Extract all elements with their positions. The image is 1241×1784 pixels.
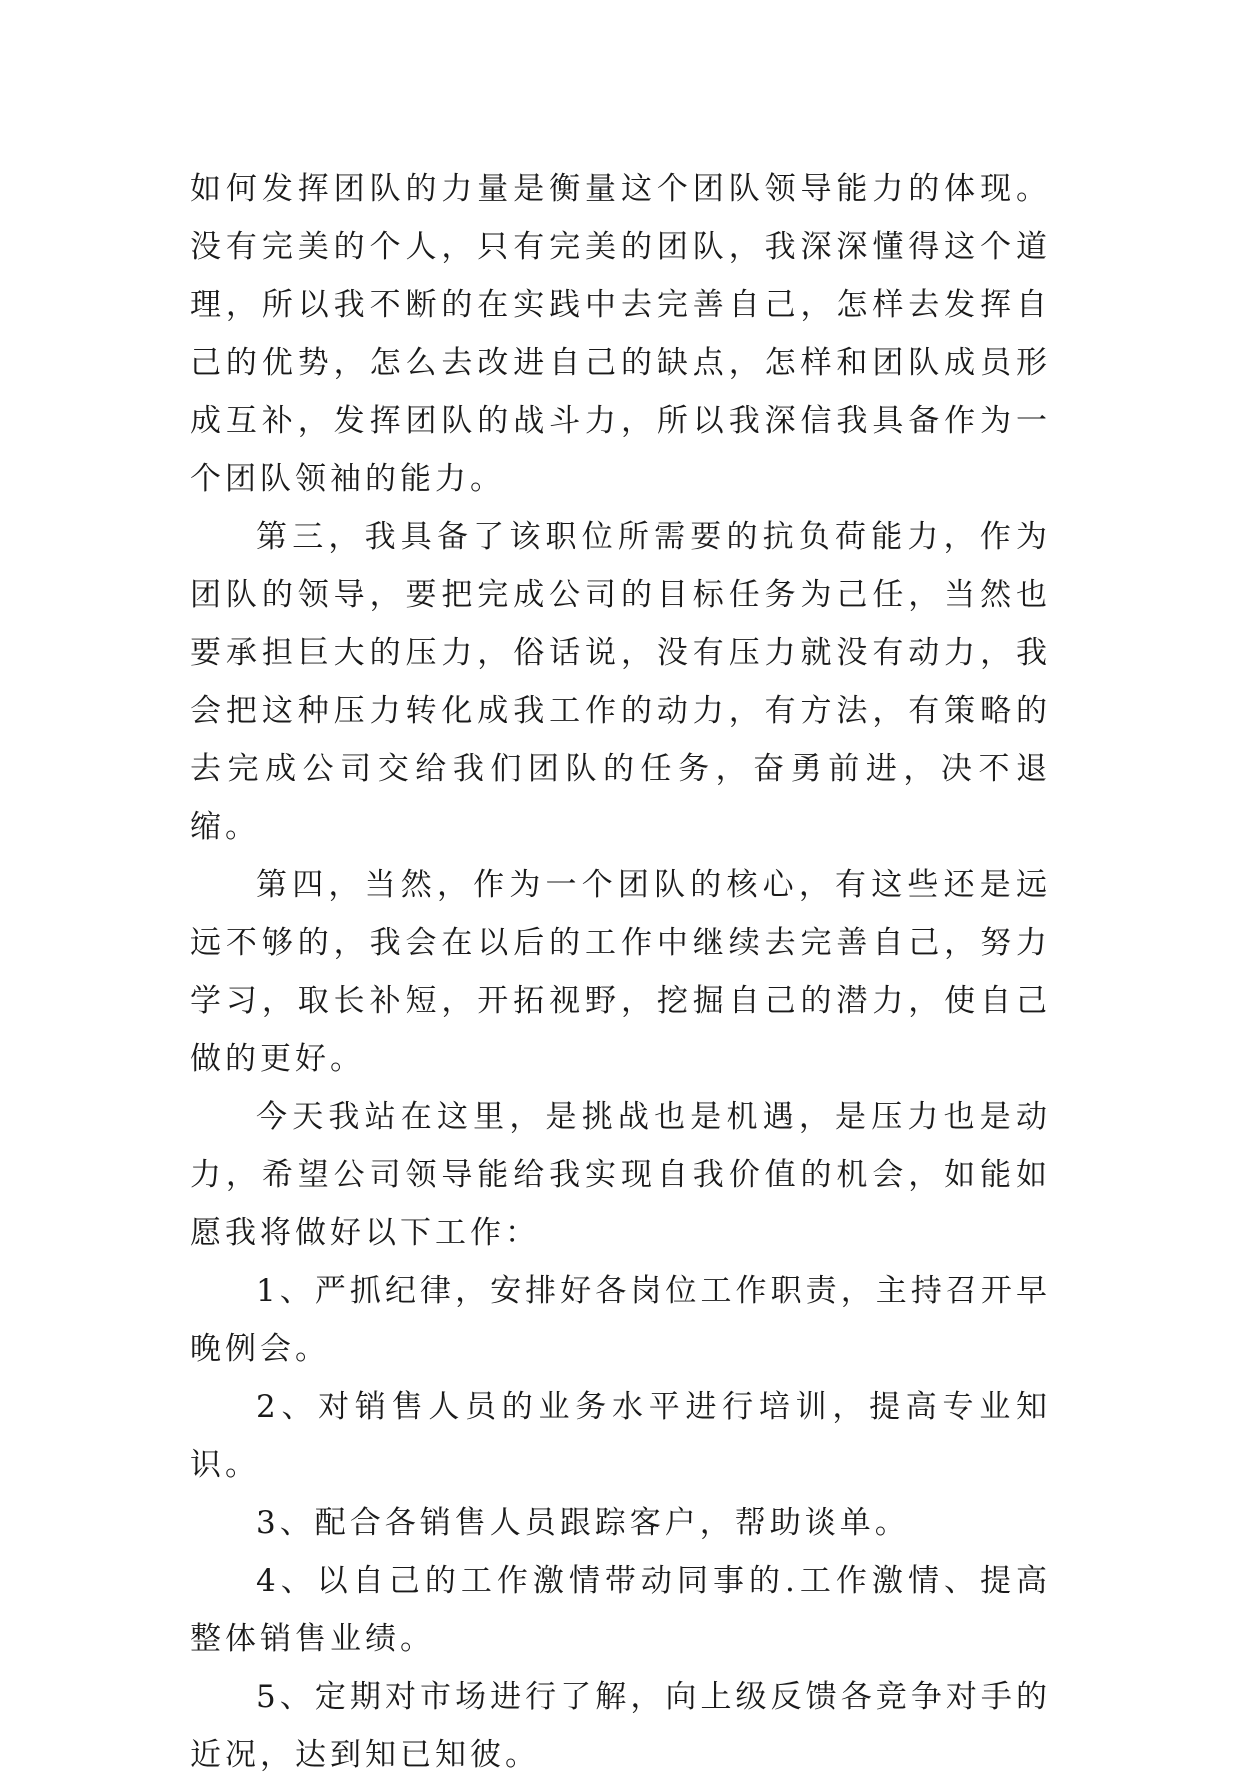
list-item-1: 1、严抓纪律，安排好各岗位工作职责，主持召开早晚例会。 <box>190 1273 1051 1367</box>
document-body <box>190 160 1051 1784</box>
list-item-2: 2、对销售人员的业务水平进行培训，提高专业知识。 <box>190 1389 1051 1483</box>
paragraph-today-statement: 今天我站在这里，是挑战也是机遇，是压力也是动力，希望公司领导能给我实现自我价值的机会，如能如愿我将做好以下工作： <box>190 1099 1051 1251</box>
list-item-4: 4、以自己的工作激情带动同事的.工作激情、提高整体销售业绩。 <box>190 1563 1051 1657</box>
list-item-5: 5、定期对市场进行了解，向上级反馈各竞争对手的近况，达到知已知彼。 <box>190 1679 1051 1773</box>
list-item-3: 3、配合各销售人员跟踪客户，帮助谈单。 <box>256 1505 910 1541</box>
paragraph-fourth-point: 第四，当然，作为一个团队的核心，有这些还是远远不够的，我会在以后的工作中继续去完善自己，努力学习，取长补短，开拓视野，挖掘自己的潜力，使自己做的更好。 <box>190 867 1051 1077</box>
paragraph-third-point: 第三，我具备了该职位所需要的抗负荷能力，作为团队的领导，要把完成公司的目标任务为己任，当然也要承担巨大的压力，俗话说，没有压力就没有动力，我会把这种压力转化成我工作的动力，有方法，有策略的去完成公司交给我们团队的任务，奋勇前进，决不退缩。 <box>190 519 1051 845</box>
paragraph-team-leadership: 如何发挥团队的力量是衡量这个团队领导能力的体现。没有完美的个人，只有完美的团队，我深深懂得这个道理，所以我不断的在实践中去完善自己，怎样去发挥自己的优势，怎么去改进自己的缺点，怎样和团队成员形成互补，发挥团队的战斗力，所以我深信我具备作为一个团队领袖的能力。 <box>190 171 1051 497</box>
